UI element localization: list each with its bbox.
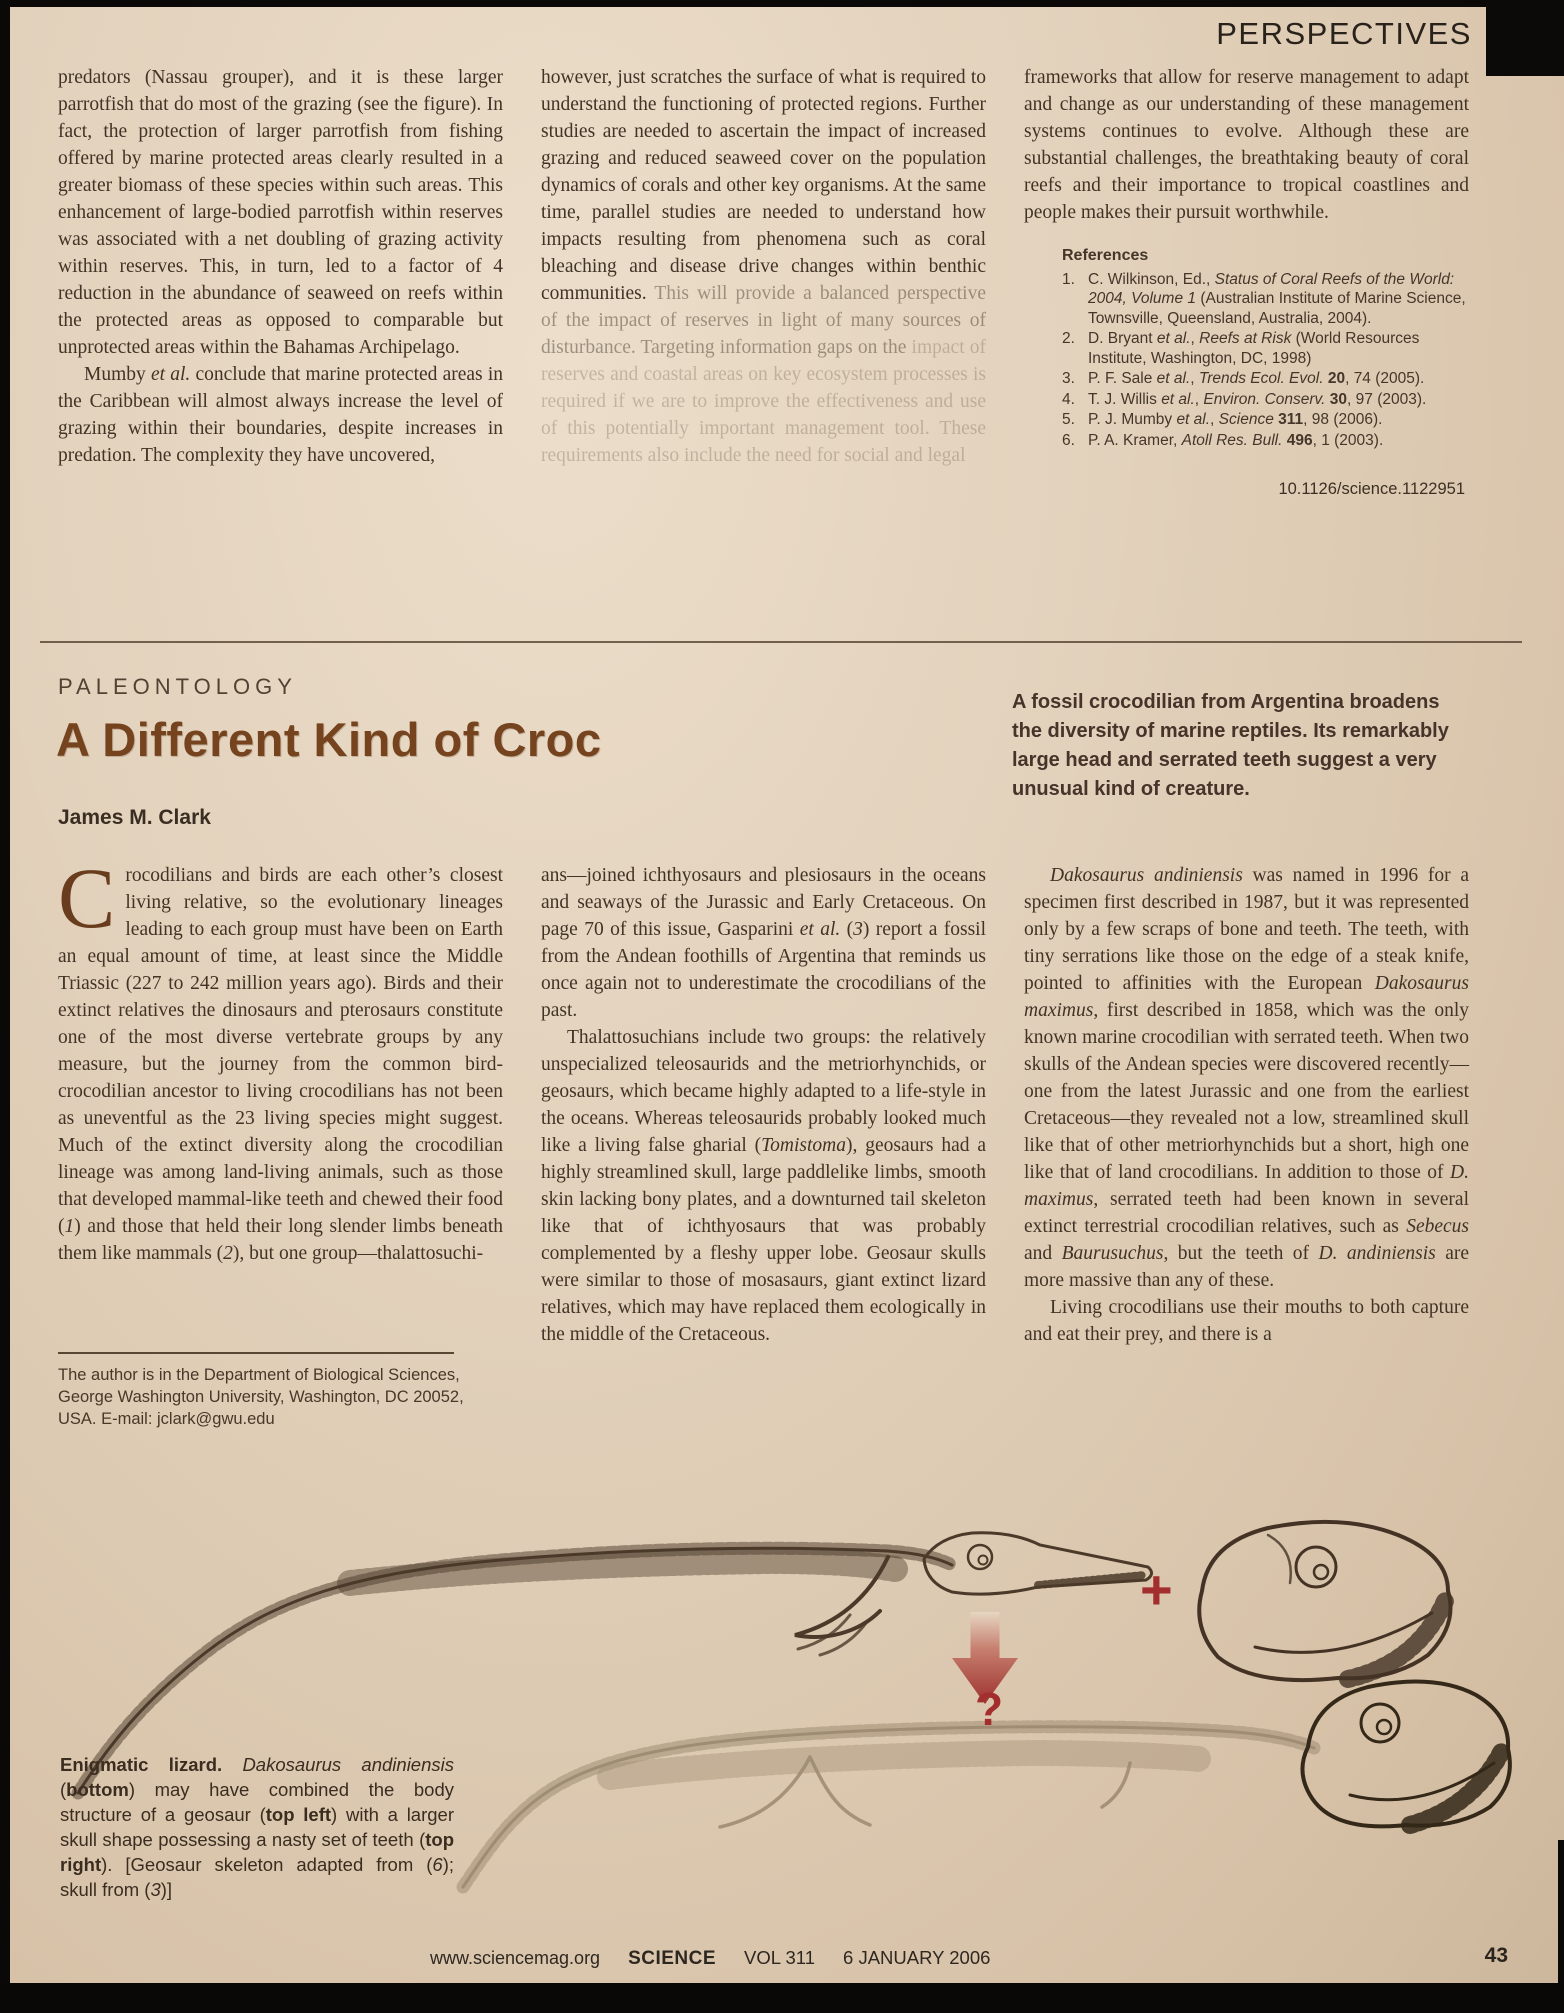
author-affiliation: The author is in the Department of Biological Sciences, George Washington University, Washington, DC 20052, USA. E-mail: jclark@gwu.edu [58, 1366, 464, 1428]
article2-col1-paragraph [58, 850, 503, 1267]
dakosaurus-skull-top-icon [1199, 1522, 1450, 1680]
question-mark: ? [975, 1683, 1004, 1735]
reference-item: 6. P. A. Kramer, Atoll Res. Bull. 496, 1 (2003). [1062, 431, 1384, 449]
section-label: PALEONTOLOGY [58, 674, 297, 699]
article1-column-1 [58, 64, 503, 503]
section-banner: PERSPECTIVES [1216, 16, 1472, 51]
reference-item: 3. P. F. Sale et al., Trends Ecol. Evol. 20, 74 (2005). [1062, 370, 1425, 387]
footer-url: www.sciencemag.org [430, 1948, 601, 1968]
affiliation-divider [58, 1352, 454, 1354]
article1-column-2 [541, 64, 986, 503]
page-number: 43 [1484, 1944, 1508, 1967]
article-title: A Different Kind of Croc [56, 713, 602, 766]
footer-volume: VOL 311 [744, 1947, 816, 1968]
article2-col1-text: rocodilians and birds are each other’s closest living relative, so the evolutionary lineages leading to each group must have been on Earth an equal amount of time, at least since the Middle Triassic (227 to 242 million years ago). Birds and their extinct relatives the dinosaurs and pterosaurs constitute one of the most diverse vertebrate groups by any measure, but the journey from the common bird-crocodilian ancestor to living crocodilians has not been as uneventful as the 23 living species might suggest. Much of the extinct diversity along the crocodilian lineage was among land-living animals, such as those that developed mammal-like teeth and chewed their food (1) and those that held their long slender limbs beneath them like mammals (2), but one group—thalattosuchi- [58, 865, 503, 1264]
article-summary: A fossil crocodilian from Argentina broadens the diversity of marine reptiles. Its remarkably large head and serrated teeth suggest a very unusual kind of creature. [1012, 691, 1449, 800]
article2-column-1 [58, 850, 503, 1348]
footer-date: 6 JANUARY 2006 [843, 1947, 991, 1968]
article2-col2-paragraph-2: Thalattosuchians include two groups: the relatively unspecialized teleosaurids and the metriorhynchids, or geosaurs, which became highly adapted to a life-style in the oceans. Whereas teleosaurids probably looked much like a living false gharial (Tomistoma), geosaurs had a highly streamlined skull, large paddlelike limbs, smooth skin lacking bony plates, and a downturned tail skeleton like that of ichthyosaurs that was probably complemented by a fleshy upper lobe. Geosaur skulls were similar to those of mosasaurs, giant extinct lizard relatives, which may have replaced them ecologically in the middle of the Cretaceous. [541, 1027, 986, 1345]
article1-col1-paragraph-1: predators (Nassau grouper), and it is these larger parrotfish that do most of the grazing (see the figure). In fact, the protection of larger parrotfish from fishing offered by marine protected areas clearly resulted in a greater biomass of these species within such areas. This enhancement of large-bodied parrotfish within reserves was associated with a net doubling of grazing activity within reserves. This, in turn, led to a factor of 4 reduction in the abundance of seaweed on reefs within the protected areas as opposed to comparable but unprotected areas within the Bahamas Archipelago. [58, 67, 503, 358]
figure-caption: Enigmatic lizard. Dakosaurus andiniensis (bottom) may have combined the body structure of a geosaur (top left) with a larger skull shape possessing a nasty set of teeth (top right). [Geosaur skeleton adapted from (6); skull from (3)] [60, 1754, 454, 1900]
article2-column-3 [1024, 862, 1469, 1348]
reference-item: 1. C. Wilkinson, Ed., Status of Coral Reefs of the World: 2004, Volume 1 (Australian Institute of Marine Science, Townsville, Queensland, Australia, 2004). [1062, 270, 1466, 327]
reference-item: 4. T. J. Willis et al., Environ. Conserv. 30, 97 (2003). [1062, 390, 1427, 408]
dakosaurus-skull-bottom-icon [1302, 1682, 1509, 1827]
footer-journal: SCIENCE [628, 1948, 717, 1969]
article1-col1-paragraph-2: Mumby et al. conclude that marine protected areas in the Caribbean will almost always increase the level of grazing within their boundaries, despite increases in predation. The complexity they have uncovered, [58, 364, 504, 466]
col2-legible-text: however, just scratches the surface of what is required to understand the functioning of protected regions. Further studies are needed to ascertain the impact of increased grazing and reduced seaweed cover on the population dynamics of corals and other key organisms. At the same time, parallel studies are needed to understand how impacts resulting from phenomena such as coral bleaching and disease drive changes within benthic communities. [541, 67, 986, 304]
article2-col2-paragraph-1: ans—joined ichthyosaurs and plesiosaurs in the oceans and seaways of the Jurassic and Early Cretaceous. On page 70 of this issue, Gasparini et al. (3) report a fossil from the Andean foothills of Argentina that reminds us once again not to underestimate the crocodilians of the past. [541, 865, 987, 1021]
drop-cap: C [58, 850, 116, 946]
dakosaurus-skeleton-bottom [463, 1727, 1314, 1887]
plus-sign: + [1140, 1558, 1173, 1621]
scan-bottom-band [0, 1983, 1564, 2013]
article-divider-rule [40, 641, 1522, 643]
article1-columns [58, 64, 1470, 503]
references-block [1024, 246, 1469, 450]
reference-item: 5. P. J. Mumby et al., Science 311, 98 (2006). [1062, 411, 1383, 428]
article2-column-2 [541, 862, 986, 1348]
author-byline: James M. Clark [58, 806, 211, 829]
article2-columns [58, 850, 1470, 1348]
article1-col2-paragraph [541, 64, 986, 469]
article2-col3-paragraph-2: Living crocodilians use their mouths to both capture and eat their prey, and there is a [1024, 1297, 1469, 1345]
article1-col3-paragraph: frameworks that allow for reserve management to adapt and change as our understanding of these management systems continues to evolve. Although these are substantial challenges, the breathtaking beauty of coral reefs and their importance to tropical coastlines and people makes their pursuit worthwhile. [1024, 67, 1469, 223]
doi: 10.1126/science.1122951 [1278, 480, 1465, 498]
article2-col3-paragraph-1: Dakosaurus andiniensis was named in 1996 for a specimen first described in 1987, but it was represented only by a few scraps of bone and teeth. The teeth, with tiny serrations like those on the edge of a steak knife, pointed to affinities with the European Dakosaurus maximus, first described in 1858, which was the only known marine crocodilian with serrated teeth. When two skulls of the Andean species were discovered recently—one from the latest Jurassic and one from the earliest Cretaceous—they revealed not a low, streamlined skull like that of other metriorhynchids but a short, high one like that of land crocodilians. In addition to those of D. maximus, serrated teeth had been known in several extinct terrestrial crocodilian relatives, such as Sebecus and Baurusuchus, but the teeth of D. andiniensis are more massive than any of these. [1024, 865, 1469, 1291]
col2-faded-text: This will provide a balanced perspective of the impact of reserves in light of many sources of disturbance. Targeting information gaps on the [541, 283, 986, 358]
article1-column-3 [1024, 64, 1469, 503]
corner-black-box [1486, 0, 1564, 76]
geosaur-skull-icon [924, 1533, 1152, 1594]
reference-item: 2. D. Bryant et al., Reefs at Risk (World Resources Institute, Washington, DC, 1998) [1062, 330, 1420, 367]
page-footer [430, 1947, 990, 1970]
references-heading: References [1062, 247, 1149, 264]
col2-very-faded-text: impact of reserves and coastal areas on key ecosystem processes is required if we are to improve the effectiveness and use of this potentially important management tool. These requirements also include the need for social and legal [541, 337, 987, 466]
